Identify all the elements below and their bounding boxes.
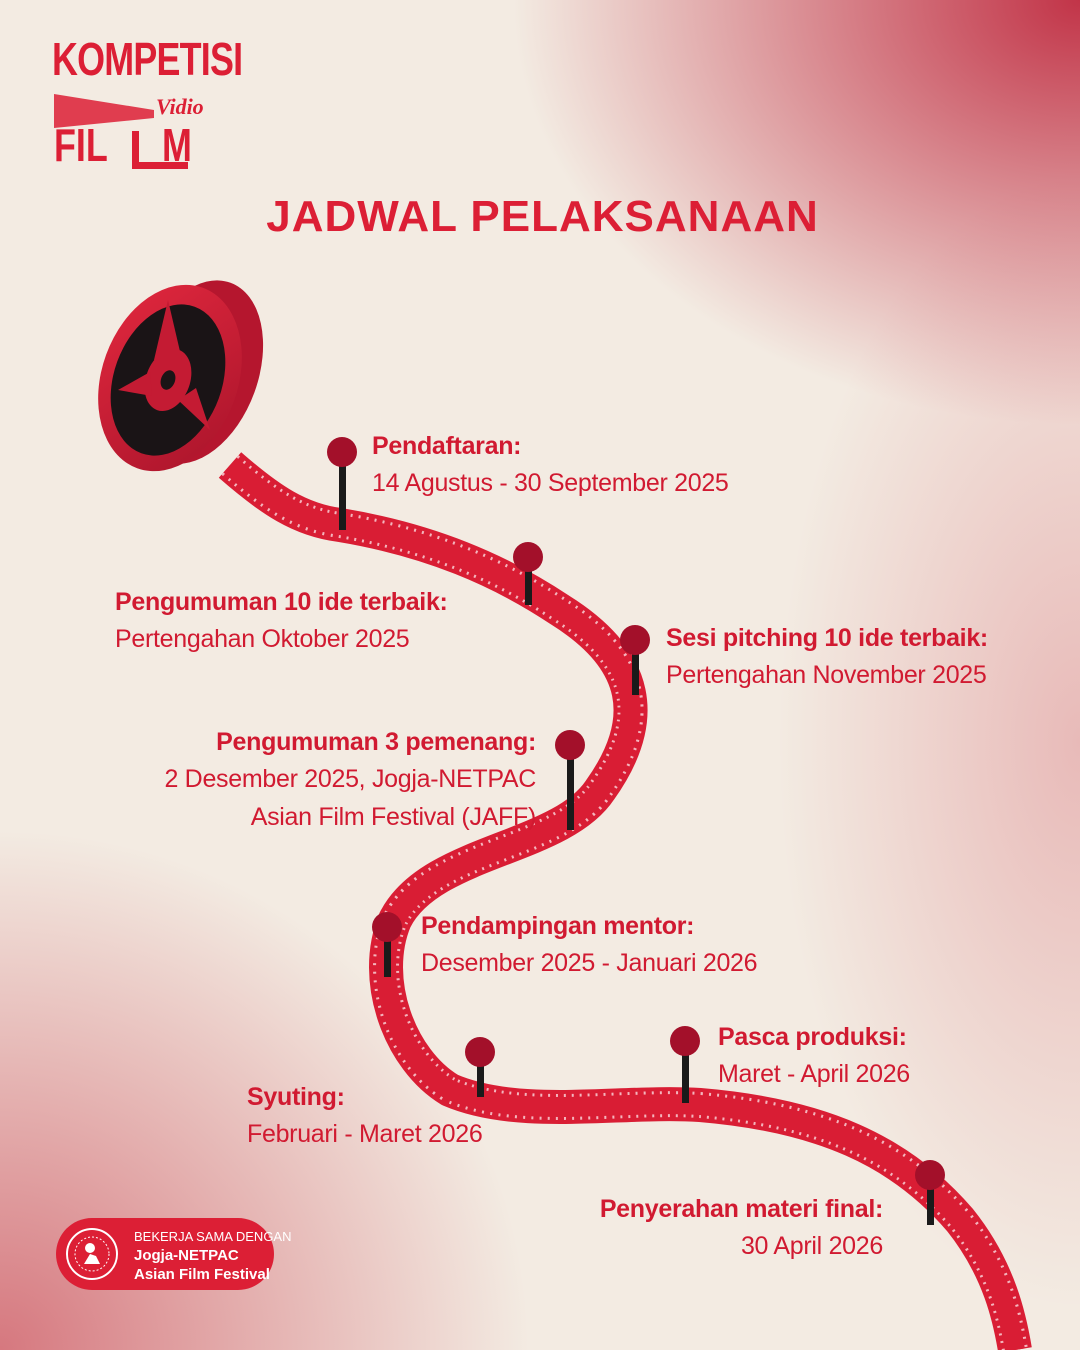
partner-name: Jogja-NETPAC <box>134 1247 239 1264</box>
event-sesi-pitching <box>666 620 988 694</box>
event-pendaftaran <box>372 428 729 502</box>
event-date: Februari - Maret 2026 <box>247 1120 483 1148</box>
event-heading: Pendampingan mentor: <box>421 912 695 940</box>
event-heading: Sesi pitching 10 ide terbaik: <box>666 624 988 652</box>
event-date: Maret - April 2026 <box>718 1060 910 1088</box>
jaff-logo-icon <box>66 1228 118 1280</box>
event-heading: Pasca produksi: <box>718 1023 907 1051</box>
logo-line1: KOMPETISI <box>52 33 243 85</box>
event-pengumuman-10 <box>115 584 448 658</box>
event-date: Pertengahan November 2025 <box>666 661 987 689</box>
event-date: Asian Film Festival (JAFF) <box>250 803 536 831</box>
event-penyerahan-materi <box>600 1191 883 1265</box>
partner-label: BEKERJA SAMA DENGAN <box>134 1229 292 1244</box>
event-heading: Penyerahan materi final: <box>599 1195 883 1223</box>
event-pengumuman-3 <box>164 724 536 836</box>
event-heading: Pengumuman 3 pemenang: <box>216 728 536 756</box>
event-date: Pertengahan Oktober 2025 <box>115 625 410 653</box>
event-date: 2 Desember 2025, Jogja-NETPAC <box>164 765 536 793</box>
film-reel-icon <box>73 262 287 491</box>
event-pasca-produksi <box>718 1019 910 1093</box>
event-pendampingan-mentor <box>421 908 757 982</box>
event-heading: Pendaftaran: <box>372 432 522 460</box>
event-date: 30 April 2026 <box>740 1232 883 1260</box>
event-heading: Pengumuman 10 ide terbaik: <box>115 588 448 616</box>
event-syuting <box>247 1079 482 1153</box>
page-title: JADWAL PELAKSANAAN <box>266 192 819 241</box>
event-date: Desember 2025 - Januari 2026 <box>421 949 758 977</box>
event-date: 14 Agustus - 30 September 2025 <box>372 469 729 497</box>
event-heading: Syuting: <box>247 1083 345 1111</box>
logo-line2-right: M <box>162 119 192 171</box>
vidio-brand: Vidio <box>156 94 204 119</box>
logo-line2-left: FIL <box>54 119 108 171</box>
partner-badge <box>56 1218 292 1290</box>
partner-name: Asian Film Festival <box>134 1266 270 1283</box>
